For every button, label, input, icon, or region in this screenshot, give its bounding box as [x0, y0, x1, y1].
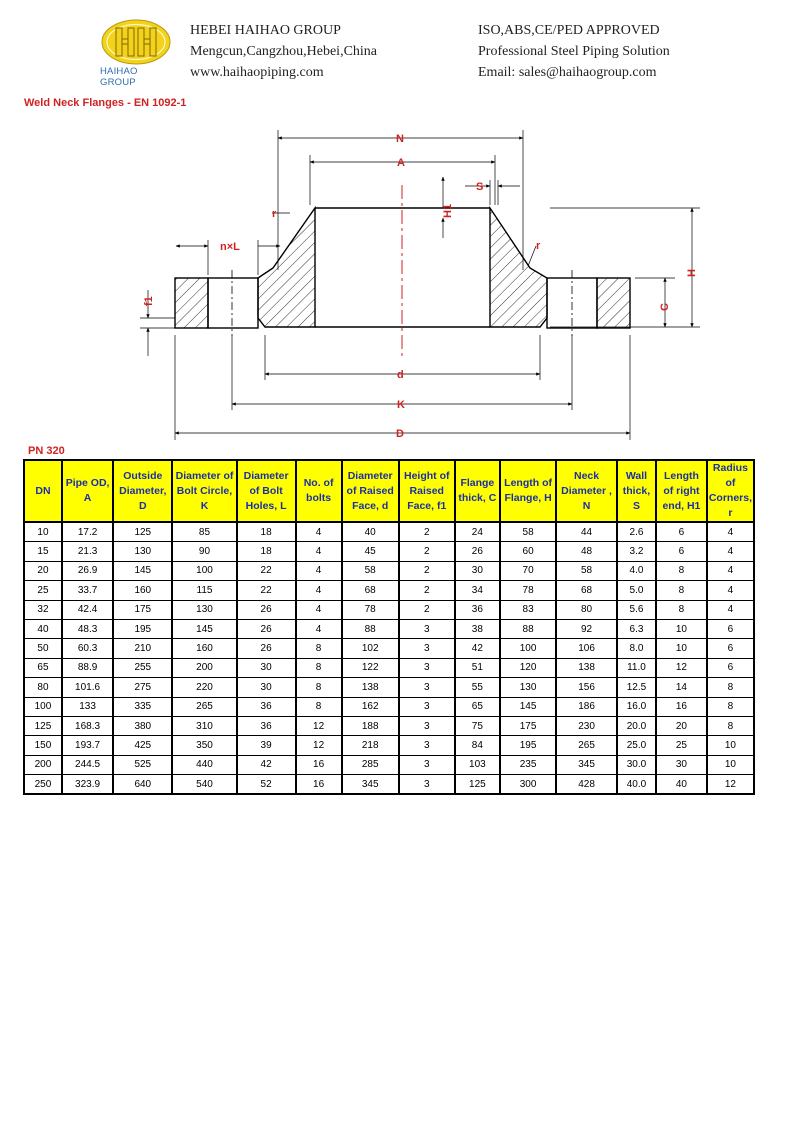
- table-cell: 68: [342, 581, 399, 600]
- table-cell: 42: [455, 639, 500, 658]
- table-cell: 8: [707, 697, 754, 716]
- table-cell: 145: [113, 561, 172, 580]
- table-cell: 48: [556, 542, 617, 561]
- table-cell: 440: [172, 755, 236, 774]
- table-cell: 60.3: [62, 639, 113, 658]
- table-cell: 3: [399, 697, 455, 716]
- col-header-flange-thick: Flange thick, C: [455, 460, 500, 522]
- table-cell: 4: [707, 542, 754, 561]
- bore-outline: [315, 185, 490, 360]
- company-info: [190, 20, 377, 83]
- table-cell: 88: [500, 619, 556, 638]
- table-cell: 16.0: [617, 697, 656, 716]
- label-h1: H1: [442, 203, 454, 218]
- table-cell: 14: [656, 678, 707, 697]
- table-cell: 265: [172, 697, 236, 716]
- table-cell: 65: [24, 658, 62, 677]
- table-cell: 15: [24, 542, 62, 561]
- table-cell: 8: [656, 561, 707, 580]
- email-link[interactable]: Email: sales@haihaogroup.com: [478, 65, 657, 80]
- table-cell: 42.4: [62, 600, 113, 619]
- table-cell: 200: [172, 658, 236, 677]
- table-cell: 8: [656, 581, 707, 600]
- table-cell: 428: [556, 775, 617, 795]
- table-cell: 10: [707, 755, 754, 774]
- table-cell: 125: [24, 716, 62, 735]
- table-cell: 70: [500, 561, 556, 580]
- col-header-corner-radius: Radius of Corners, r: [707, 460, 754, 522]
- table-cell: 200: [24, 755, 62, 774]
- table-cell: 195: [500, 736, 556, 755]
- table-cell: 210: [113, 639, 172, 658]
- table-cell: 188: [342, 716, 399, 735]
- table-cell: 58: [342, 561, 399, 580]
- table-cell: 25: [656, 736, 707, 755]
- table-row: [24, 678, 754, 697]
- flange-cross-section-diagram: [120, 120, 710, 445]
- table-cell: 8: [296, 639, 342, 658]
- table-cell: 4: [296, 600, 342, 619]
- table-cell: 40: [342, 522, 399, 542]
- table-cell: 3: [399, 755, 455, 774]
- table-cell: 3: [399, 775, 455, 795]
- col-header-pipe-od: Pipe OD, A: [62, 460, 113, 522]
- table-cell: 3: [399, 678, 455, 697]
- company-address: Mengcun,Cangzhou,Hebei,China: [190, 44, 378, 59]
- table-cell: 12: [296, 716, 342, 735]
- table-cell: 22: [237, 581, 296, 600]
- table-cell: 10: [24, 522, 62, 542]
- label-s: S: [476, 181, 484, 193]
- table-cell: 44: [556, 522, 617, 542]
- label-d-outer: D: [396, 428, 404, 440]
- table-cell: 18: [237, 542, 296, 561]
- table-cell: 3: [399, 619, 455, 638]
- table-cell: 80: [556, 600, 617, 619]
- table-cell: 345: [556, 755, 617, 774]
- table-cell: 138: [342, 678, 399, 697]
- table-cell: 33.7: [62, 581, 113, 600]
- table-cell: 92: [556, 619, 617, 638]
- label-r-right: r: [536, 240, 541, 252]
- table-cell: 26: [237, 639, 296, 658]
- table-row: [24, 775, 754, 795]
- table-cell: 150: [24, 736, 62, 755]
- table-cell: 285: [342, 755, 399, 774]
- page-title: Weld Neck Flanges - EN 1092-1: [24, 97, 187, 109]
- table-cell: 100: [500, 639, 556, 658]
- table-row: [24, 639, 754, 658]
- label-c: C: [659, 303, 671, 311]
- label-f1: f1: [143, 296, 155, 306]
- table-cell: 12: [296, 736, 342, 755]
- table-cell: 2: [399, 522, 455, 542]
- table-cell: 26: [237, 600, 296, 619]
- table-cell: 335: [113, 697, 172, 716]
- table-cell: 125: [455, 775, 500, 795]
- table-cell: 175: [500, 716, 556, 735]
- table-cell: 48.3: [62, 619, 113, 638]
- table-cell: 175: [113, 600, 172, 619]
- table-cell: 102: [342, 639, 399, 658]
- table-cell: 100: [24, 697, 62, 716]
- table-cell: 8: [296, 658, 342, 677]
- table-cell: 4: [296, 581, 342, 600]
- table-cell: 220: [172, 678, 236, 697]
- table-cell: 323.9: [62, 775, 113, 795]
- table-cell: 10: [707, 736, 754, 755]
- table-cell: 16: [296, 775, 342, 795]
- table-cell: 10: [656, 619, 707, 638]
- table-body: [24, 522, 754, 794]
- table-cell: 103: [455, 755, 500, 774]
- table-header-row: [24, 460, 754, 522]
- company-contact: [478, 20, 670, 83]
- table-cell: 26: [237, 619, 296, 638]
- table-cell: 5.0: [617, 581, 656, 600]
- table-cell: 22: [237, 561, 296, 580]
- table-cell: 36: [237, 697, 296, 716]
- table-cell: 36: [455, 600, 500, 619]
- col-header-dn: DN: [24, 460, 62, 522]
- table-cell: 3: [399, 736, 455, 755]
- table-cell: 8: [707, 678, 754, 697]
- table-cell: 25.0: [617, 736, 656, 755]
- table-cell: 36: [237, 716, 296, 735]
- col-header-no-bolts: No. of bolts: [296, 460, 342, 522]
- table-cell: 540: [172, 775, 236, 795]
- table-cell: 88.9: [62, 658, 113, 677]
- col-header-outside-diameter: Outside Diameter, D: [113, 460, 172, 522]
- company-website-link[interactable]: www.haihaopiping.com: [190, 65, 324, 80]
- table-cell: 130: [113, 542, 172, 561]
- table-cell: 101.6: [62, 678, 113, 697]
- table-cell: 425: [113, 736, 172, 755]
- table-cell: 78: [500, 581, 556, 600]
- table-cell: 4: [296, 542, 342, 561]
- approval-text: ISO,ABS,CE/PED APPROVED: [478, 23, 660, 38]
- table-cell: 3: [399, 658, 455, 677]
- table-cell: 162: [342, 697, 399, 716]
- table-cell: 90: [172, 542, 236, 561]
- table-cell: 640: [113, 775, 172, 795]
- table-cell: 4.0: [617, 561, 656, 580]
- tagline-text: Professional Steel Piping Solution: [478, 44, 670, 59]
- table-row: [24, 600, 754, 619]
- table-cell: 88: [342, 619, 399, 638]
- table-cell: 3: [399, 716, 455, 735]
- table-cell: 4: [707, 561, 754, 580]
- logo-text: HAIHAO GROUP: [100, 66, 138, 88]
- table-cell: 60: [500, 542, 556, 561]
- table-cell: 20: [656, 716, 707, 735]
- table-cell: 83: [500, 600, 556, 619]
- label-n: N: [396, 133, 404, 145]
- table-row: [24, 619, 754, 638]
- table-cell: 39: [237, 736, 296, 755]
- table-row: [24, 542, 754, 561]
- table-cell: 16: [296, 755, 342, 774]
- table-cell: 275: [113, 678, 172, 697]
- table-cell: 58: [500, 522, 556, 542]
- table-cell: 2: [399, 542, 455, 561]
- label-h: H: [686, 269, 698, 277]
- page-header: [0, 0, 793, 90]
- table-cell: 17.2: [62, 522, 113, 542]
- table-cell: 30.0: [617, 755, 656, 774]
- table-cell: 16: [656, 697, 707, 716]
- table-cell: 160: [113, 581, 172, 600]
- table-cell: 2: [399, 581, 455, 600]
- table-cell: 24: [455, 522, 500, 542]
- table-row: [24, 755, 754, 774]
- table-row: [24, 561, 754, 580]
- table-cell: 106: [556, 639, 617, 658]
- table-cell: 4: [707, 600, 754, 619]
- table-cell: 345: [342, 775, 399, 795]
- table-cell: 380: [113, 716, 172, 735]
- table-cell: 2: [399, 561, 455, 580]
- table-cell: 8: [707, 716, 754, 735]
- table-cell: 4: [707, 522, 754, 542]
- table-cell: 12: [707, 775, 754, 795]
- table-cell: 6: [656, 542, 707, 561]
- table-row: [24, 697, 754, 716]
- right-flange-section: [490, 208, 630, 336]
- table-cell: 195: [113, 619, 172, 638]
- table-cell: 6: [656, 522, 707, 542]
- table-cell: 168.3: [62, 716, 113, 735]
- table-cell: 55: [455, 678, 500, 697]
- label-a: A: [397, 157, 405, 169]
- table-cell: 30: [455, 561, 500, 580]
- table-cell: 300: [500, 775, 556, 795]
- table-cell: 350: [172, 736, 236, 755]
- table-cell: 6: [707, 639, 754, 658]
- left-flange-section: [175, 208, 315, 336]
- table-cell: 30: [237, 678, 296, 697]
- table-cell: 11.0: [617, 658, 656, 677]
- table-cell: 30: [656, 755, 707, 774]
- table-cell: 235: [500, 755, 556, 774]
- table-cell: 58: [556, 561, 617, 580]
- table-cell: 30: [237, 658, 296, 677]
- table-cell: 85: [172, 522, 236, 542]
- table-row: [24, 522, 754, 542]
- table-cell: 75: [455, 716, 500, 735]
- col-header-raised-face-dia: Diameter of Raised Face, d: [342, 460, 399, 522]
- table-cell: 218: [342, 736, 399, 755]
- col-header-neck-diameter: Neck Diameter , N: [556, 460, 617, 522]
- table-cell: 34: [455, 581, 500, 600]
- table-cell: 26.9: [62, 561, 113, 580]
- table-cell: 52: [237, 775, 296, 795]
- table-cell: 130: [500, 678, 556, 697]
- pressure-class-label: PN 320: [28, 445, 65, 457]
- table-row: [24, 581, 754, 600]
- table-cell: 21.3: [62, 542, 113, 561]
- table-cell: 18: [237, 522, 296, 542]
- table-cell: 84: [455, 736, 500, 755]
- table-cell: 160: [172, 639, 236, 658]
- table-cell: 10: [656, 639, 707, 658]
- table-cell: 32: [24, 600, 62, 619]
- table-cell: 193.7: [62, 736, 113, 755]
- table-cell: 8.0: [617, 639, 656, 658]
- table-cell: 8: [296, 697, 342, 716]
- col-header-right-end-length: Length of right end, H1: [656, 460, 707, 522]
- table-cell: 25: [24, 581, 62, 600]
- table-cell: 310: [172, 716, 236, 735]
- table-cell: 26: [455, 542, 500, 561]
- table-cell: 6.3: [617, 619, 656, 638]
- label-d-small: d: [397, 369, 404, 381]
- table-cell: 120: [500, 658, 556, 677]
- table-cell: 8: [296, 678, 342, 697]
- table-cell: 40: [24, 619, 62, 638]
- table-cell: 65: [455, 697, 500, 716]
- table-cell: 525: [113, 755, 172, 774]
- table-cell: 3.2: [617, 542, 656, 561]
- table-cell: 6: [707, 658, 754, 677]
- table-cell: 4: [296, 561, 342, 580]
- table-cell: 20: [24, 561, 62, 580]
- table-cell: 115: [172, 581, 236, 600]
- table-cell: 122: [342, 658, 399, 677]
- table-cell: 100: [172, 561, 236, 580]
- col-header-bolt-circle: Diameter of Bolt Circle, K: [172, 460, 236, 522]
- table-cell: 5.6: [617, 600, 656, 619]
- table-cell: 133: [62, 697, 113, 716]
- col-header-bolt-holes: Diameter of Bolt Holes, L: [237, 460, 296, 522]
- table-row: [24, 736, 754, 755]
- table-cell: 255: [113, 658, 172, 677]
- col-header-wall-thick: Wall thick, S: [617, 460, 656, 522]
- table-cell: 145: [500, 697, 556, 716]
- table-cell: 2: [399, 600, 455, 619]
- table-cell: 50: [24, 639, 62, 658]
- col-header-raised-face-height: Height of Raised Face, f1: [399, 460, 455, 522]
- table-row: [24, 716, 754, 735]
- table-cell: 68: [556, 581, 617, 600]
- table-cell: 6: [707, 619, 754, 638]
- table-cell: 51: [455, 658, 500, 677]
- table-cell: 12: [656, 658, 707, 677]
- flange-dimensions-table: [23, 459, 755, 795]
- table-cell: 12.5: [617, 678, 656, 697]
- table-cell: 145: [172, 619, 236, 638]
- col-header-flange-length: Length of Flange, H: [500, 460, 556, 522]
- table-cell: 78: [342, 600, 399, 619]
- table-cell: 4: [707, 581, 754, 600]
- table-cell: 4: [296, 522, 342, 542]
- company-name: HEBEI HAIHAO GROUP: [190, 23, 341, 38]
- table-cell: 4: [296, 619, 342, 638]
- table-cell: 80: [24, 678, 62, 697]
- table-cell: 130: [172, 600, 236, 619]
- table-cell: 40.0: [617, 775, 656, 795]
- table-row: [24, 658, 754, 677]
- table-cell: 186: [556, 697, 617, 716]
- table-cell: 125: [113, 522, 172, 542]
- table-cell: 265: [556, 736, 617, 755]
- table-cell: 2.6: [617, 522, 656, 542]
- label-r-left: r: [272, 208, 277, 220]
- table-cell: 8: [656, 600, 707, 619]
- table-cell: 138: [556, 658, 617, 677]
- label-k: K: [397, 399, 405, 411]
- table-cell: 20.0: [617, 716, 656, 735]
- table-cell: 45: [342, 542, 399, 561]
- table-cell: 156: [556, 678, 617, 697]
- table-cell: 40: [656, 775, 707, 795]
- table-cell: 230: [556, 716, 617, 735]
- table-cell: 3: [399, 639, 455, 658]
- table-cell: 244.5: [62, 755, 113, 774]
- label-nxl: n×L: [220, 241, 240, 253]
- table-cell: 42: [237, 755, 296, 774]
- table-cell: 250: [24, 775, 62, 795]
- table-cell: 38: [455, 619, 500, 638]
